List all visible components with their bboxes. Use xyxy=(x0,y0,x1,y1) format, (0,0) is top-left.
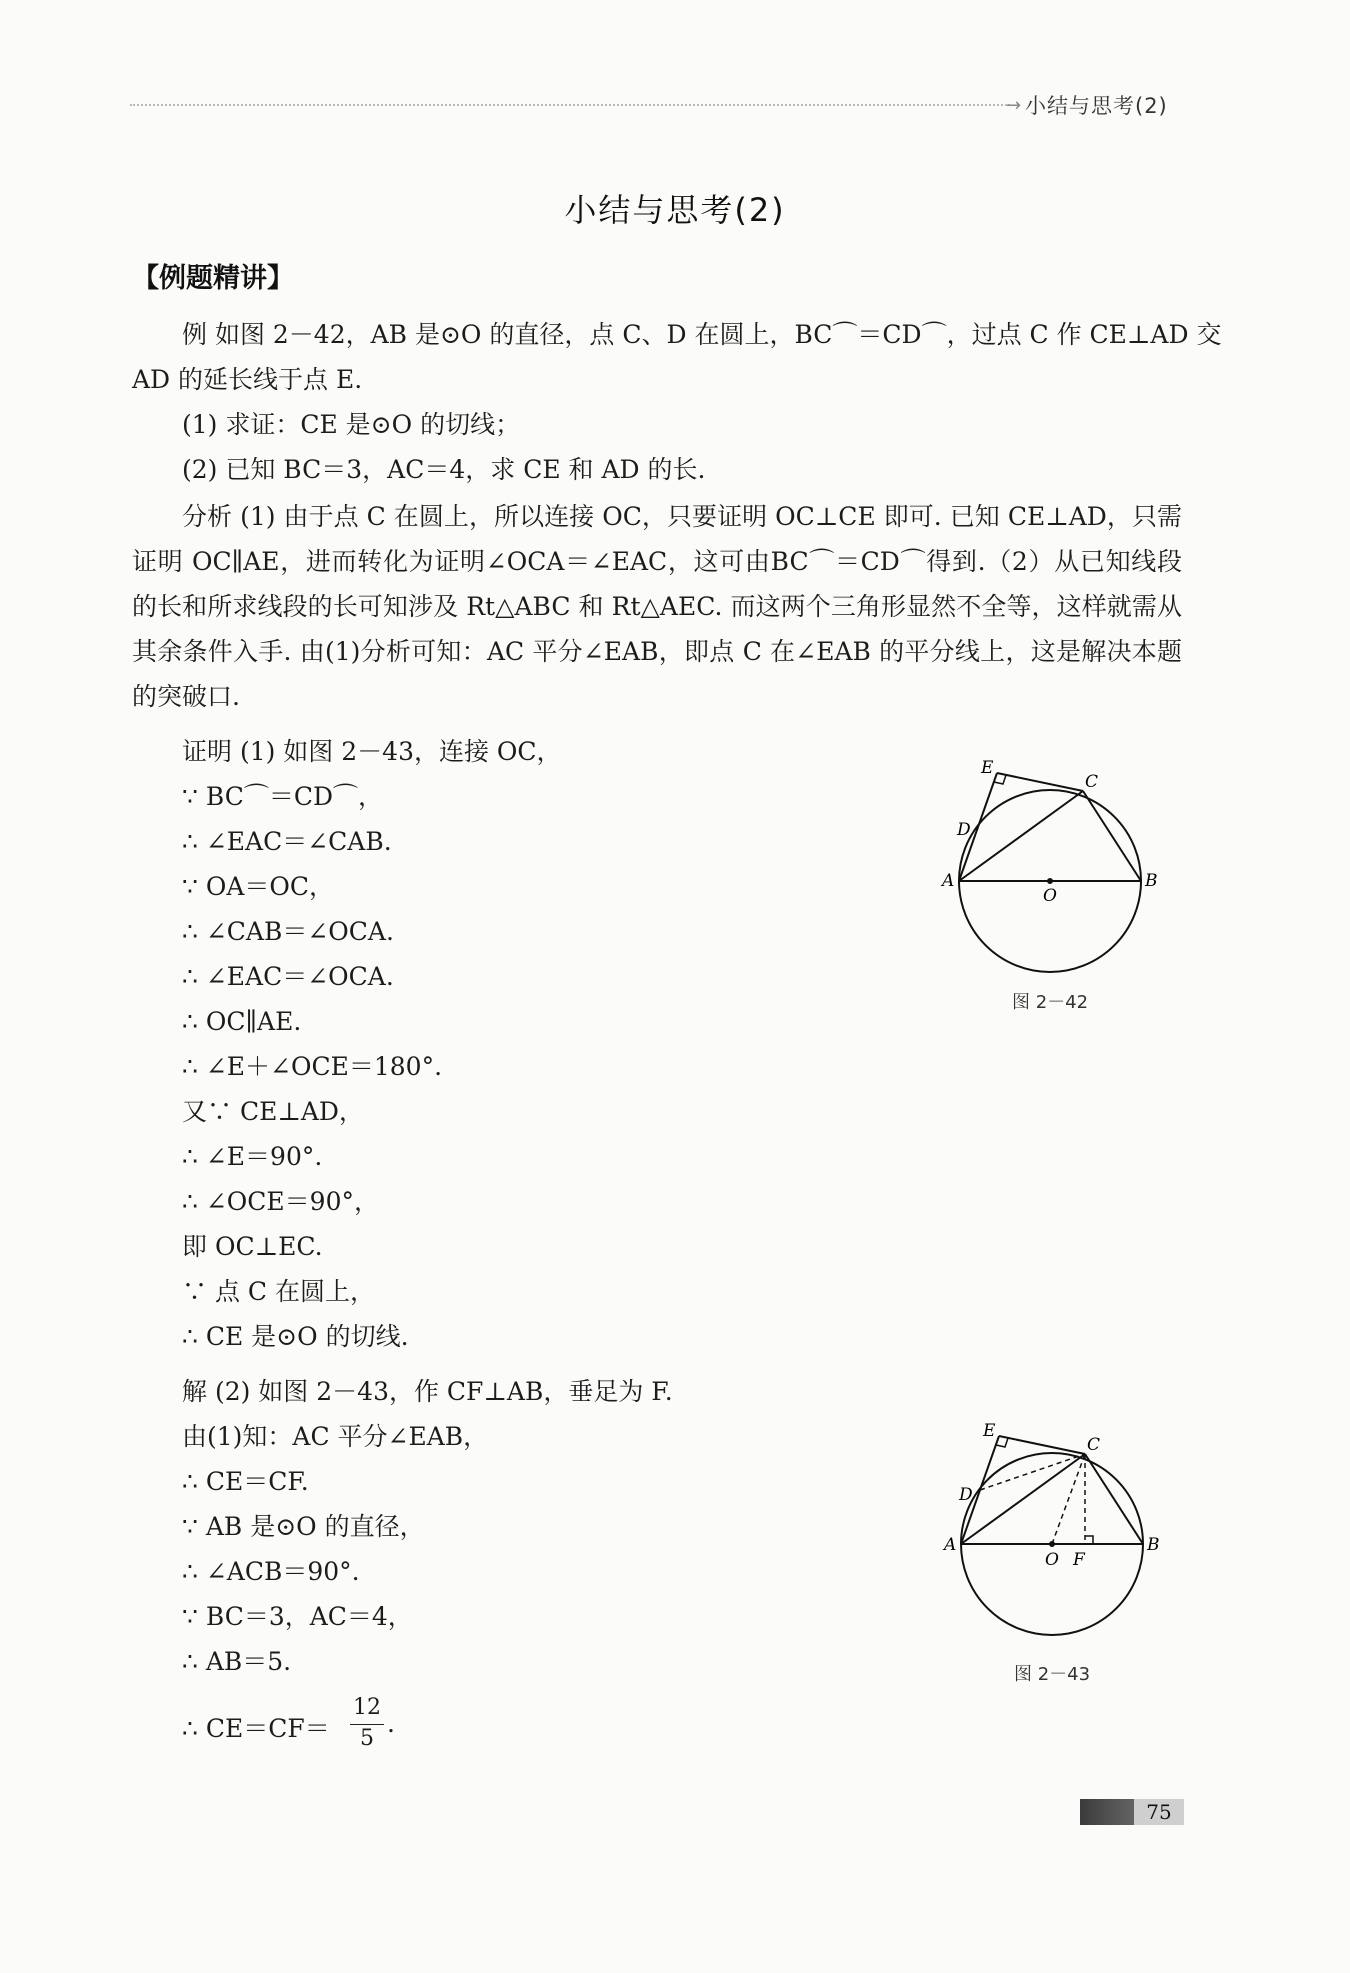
solution-line: ∴ ∠ACB＝90°. xyxy=(182,1557,360,1586)
center-dot xyxy=(1047,878,1053,884)
figure-2-42 xyxy=(940,755,1170,995)
proof-line: 又∵ CE⊥AD， xyxy=(182,1097,364,1126)
figure-2-43-caption: 图 2－43 xyxy=(1014,1664,1091,1685)
proof-line: 即 OC⊥EC. xyxy=(182,1232,323,1261)
solution-line: 由(1)知：AC 平分∠EAB， xyxy=(182,1422,489,1451)
page-title: 小结与思考(2) xyxy=(564,191,786,229)
label-d: D xyxy=(957,820,971,840)
label-f: F xyxy=(1073,1550,1085,1570)
section-heading: 【例题精讲】 xyxy=(132,263,294,294)
label-b: B xyxy=(1147,1535,1160,1555)
label-e: E xyxy=(981,758,994,778)
problem-line-1: 例 如图 2－42，AB 是⊙O 的直径，点 C、D 在圆上，BC⌒＝CD⌒，过点 C 作 CE⊥AD 交 xyxy=(182,320,1222,349)
proof-line: ∴ CE 是⊙O 的切线. xyxy=(182,1322,409,1351)
segment-ec xyxy=(997,773,1083,791)
proof-line: ∴ ∠EAC＝∠OCA. xyxy=(182,962,394,991)
proof-line: ∴ ∠OCE＝90°， xyxy=(182,1187,379,1216)
proof-line: ∴ ∠E＝90°. xyxy=(182,1142,323,1171)
fraction-denominator: 5 xyxy=(360,1726,374,1751)
header-arrow-icon: → xyxy=(1006,95,1022,116)
label-o: O xyxy=(1045,1550,1059,1570)
analysis-paragraph: 分析 (1) 由于点 C 在圆上，所以连接 OC，只要证明 OC⊥CE 即可. 已知 CE⊥AD，只需证明 OC∥AE，进而转化为证明∠OCA＝∠EAC，这可由BC⌒＝CD⌒得到.（2）从已知线段的长和所求线段的长可知涉及 Rt△ABC 和 Rt△AEC. 而这两个三角形显然不全等，这样就需从其余条件入手. 由(1)分析可知：AC 平分∠EAB，即点 C 在∠EAB 的平分线上，这是解决本题的突破口. xyxy=(132,502,1182,711)
label-c: C xyxy=(1087,1435,1101,1455)
label-a: A xyxy=(944,1535,957,1555)
figure-2-42-caption: 图 2－42 xyxy=(1012,992,1089,1013)
segment-ac xyxy=(959,791,1083,881)
figure-2-43 xyxy=(940,1420,1170,1660)
segment-cb xyxy=(1083,791,1141,881)
problem-question-2: (2) 已知 BC＝3，AC＝4，求 CE 和 AD 的长. xyxy=(182,455,706,484)
final-suffix: . xyxy=(387,1709,395,1738)
solution-line: ∵ BC＝3，AC＝4， xyxy=(182,1602,413,1631)
proof-line: ∵ 点 C 在圆上， xyxy=(182,1277,375,1306)
proof-line: ∴ ∠E＋∠OCE＝180°. xyxy=(182,1052,443,1081)
segment-ec xyxy=(999,1436,1085,1454)
page-number: 75 xyxy=(1134,1799,1184,1825)
proof-line: ∴ OC∥AE. xyxy=(182,1007,302,1036)
label-b: B xyxy=(1145,871,1158,891)
segment-cb xyxy=(1085,1454,1143,1544)
label-o: O xyxy=(1043,886,1057,906)
segment-ac xyxy=(961,1454,1085,1544)
header-rule xyxy=(130,104,1010,106)
proof-line: ∵ OA＝OC， xyxy=(182,872,335,901)
final-prefix: ∴ CE＝CF＝ xyxy=(182,1714,330,1743)
label-a: A xyxy=(942,871,955,891)
solution-line: ∵ AB 是⊙O 的直径， xyxy=(182,1512,425,1541)
center-dot xyxy=(1049,1541,1055,1547)
problem-line-2: AD 的延长线于点 E. xyxy=(132,365,363,394)
label-c: C xyxy=(1085,772,1099,792)
fraction-numerator: 12 xyxy=(353,1695,381,1720)
fraction-bar xyxy=(350,1724,384,1725)
label-e: E xyxy=(983,1421,996,1441)
solution-line: ∴ CE＝CF. xyxy=(182,1467,309,1496)
proof-line: ∴ ∠CAB＝∠OCA. xyxy=(182,917,394,946)
solution-line: ∴ AB＝5. xyxy=(182,1647,292,1676)
solution-line: 解 (2) 如图 2－43，作 CF⊥AB，垂足为 F. xyxy=(182,1377,673,1406)
right-angle-mark-f xyxy=(1085,1536,1093,1544)
proof-line: ∴ ∠EAC＝∠CAB. xyxy=(182,827,392,856)
segment-oc-dashed xyxy=(1052,1454,1085,1544)
proof-line: ∵ BC⌒＝CD⌒， xyxy=(182,782,383,811)
proof-line: 证明 (1) 如图 2－43，连接 OC， xyxy=(182,737,562,766)
problem-question-1: (1) 求证：CE 是⊙O 的切线； xyxy=(182,410,521,439)
running-head: 小结与思考(2) xyxy=(1025,94,1168,118)
label-d: D xyxy=(959,1485,973,1505)
